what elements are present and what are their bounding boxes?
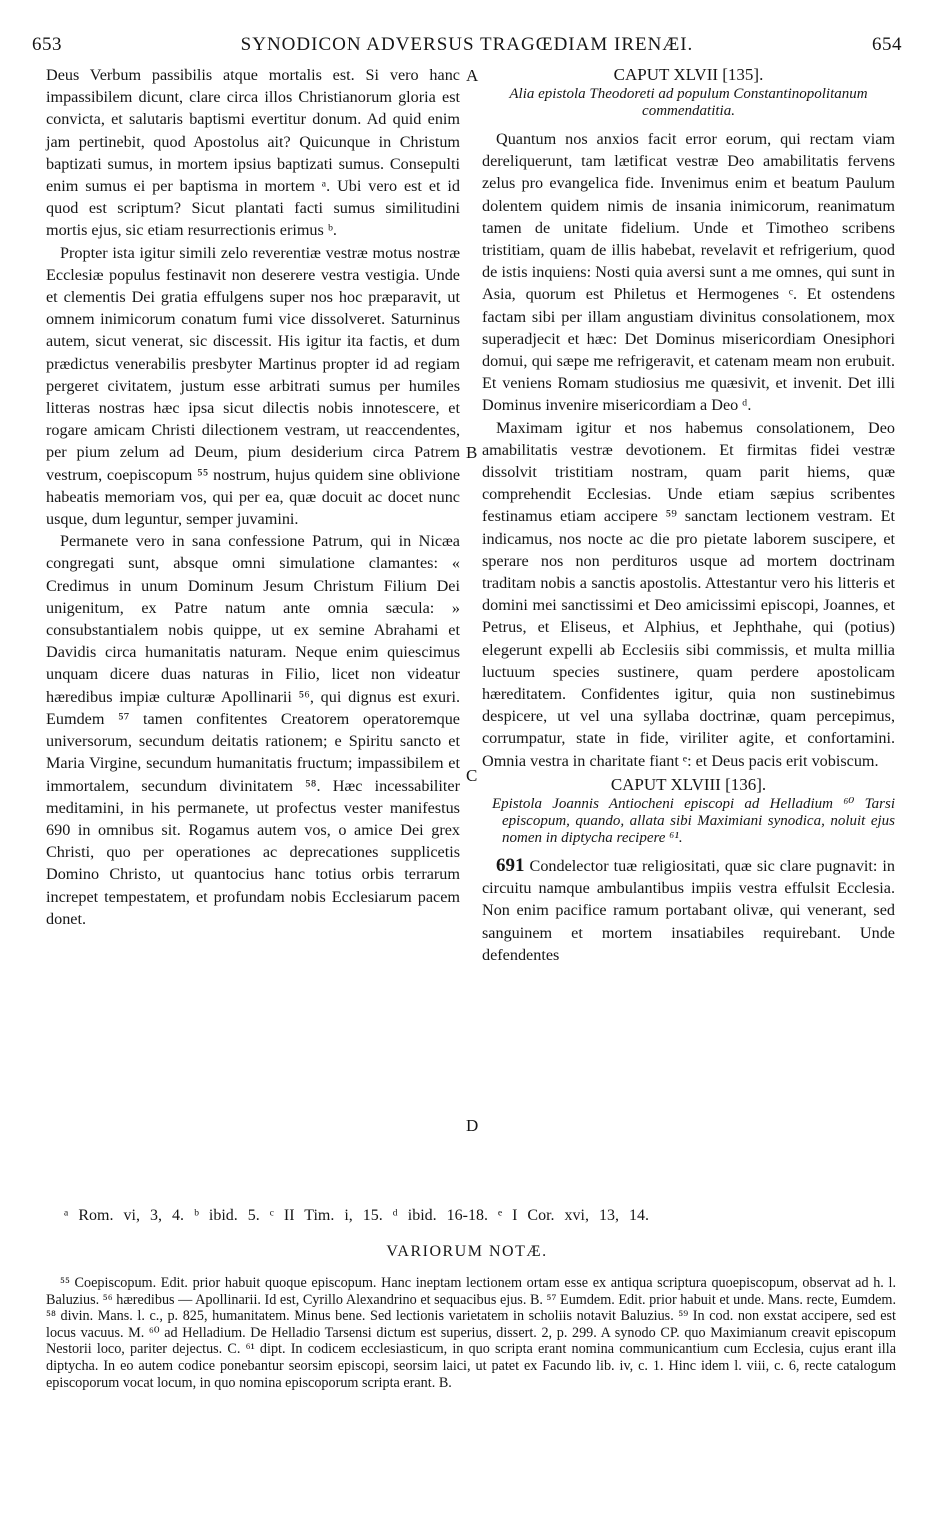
margin-letter-d: D: [466, 1116, 479, 1135]
chapter-subtitle: Epistola Joannis Antiocheni episcopi ad Helladium ⁶⁰ Tarsi episcopum, quando, allata sibi Maximiani synodica, noluit ejus nomen in diptycha recipere ⁶¹.: [492, 795, 895, 846]
variorum-notes: [46, 1275, 896, 1391]
scripture-footnotes: ᵃ Rom. vi, 3, 4. ᵇ ibid. 5. ᶜ II Tim. i, 15. ᵈ ibid. 16-18. ᵉ I Cor. xvi, 13, 14.: [64, 1207, 649, 1224]
paragraph: Deus Verbum passibilis atque mortalis est. Si vero hanc impassibilem dicunt, clare circa illos Christianorum gloria est convicta, et salutaris baptismi evertitur donum. Ad quid enim jam pertinebit, quod Apostolus ait? Quicunque in Christum baptizati sumus, in mortem ipsius baptizati sumus. Consepulti enim sumus ei per baptisma in mortem ᵃ. Ubi vero est et id quod est scriptum? Sicut plantati facti sumus similitudini mortis ejus, sic etiam resurrectionis erimus ᵇ.: [46, 66, 460, 240]
paragraph: Quantum nos anxios facit error eorum, qui rectam viam dereliquerunt, tam lætificat vestræ Deo amabilitatis fervens zelus pro evangelica fide. Invenimus enim et beatum Paulum dolentem quidem nimis de insania inimicorum, reanimatum tamen de unitate fidelium. Unde et Timotheo scribens tristitiam, quam de illis habebat, revelavit et refrigerium, quod de istis inquiens: Nosti quia aversi sunt a me omnes, qui sunt in Asia, quorum est Philetus et Hermogenes ᶜ. Et ostendens factam sibi per illam angustiam divinitus consolationem, mox superadjecit et hæc: Det Dominus misericordiam Onesiphori domui, qui sæpe me refrigeravit, et catenam meam non erubuit. Et veniens Romam studiosius me quæsivit, et invenit. Det illi Dominus invenire misericordiam a Deo ᵈ.: [482, 130, 895, 415]
margin-letter-c: C: [466, 766, 478, 785]
margin-letter-b: B: [466, 443, 478, 462]
chapter-heading: CAPUT XLVII [135].: [613, 65, 764, 84]
page-number-left: 653: [32, 34, 62, 55]
paragraph: Maximam igitur et nos habemus consolationem, Deo amabilitatis vestræ devotionem. Et firmitas fidei vestræ dissolvit tristitiam nostram, quam parit hiems, quæ comprehendit Ecclesias. Unde etiam sæpius scribentes festinamus etiam accipere ⁵⁹ sanctam lectionem vestram. Et indicamus, nos nocte ac die pro pietate laborem suscipere, et sperare nos non perdituros usque ad mortem doctrinam traditam nobis a sanctis apostolis. Attestantur vero his litteris et domini mei sanctissimi et Deo amicissimi episcopi, Joannes, et Petrus, et Eliseus, et Alphius, et Jephthahe, qui (potius) elegerunt expelli ab Ecclesiis sibi commissis, et multa millia luctuum species sustinere, quam perdere apostolicam hæreditatem. Confidentes igitur, quia non sustinebimus despicere, ut vel una syllaba doctrinæ, quam percepimus, corrumpatur, state in fide, viriliter agite, et confortamini. Omnia vestra in charitate fiant ᵉ: et Deus pacis erit vobiscum.: [482, 418, 895, 770]
chapter-heading: CAPUT XLVIII [136].: [610, 774, 767, 794]
paragraph: Permanete vero in sana confessione Patrum, qui in Nicæa congregati sunt, absque omni simulatione clamantes: « Credimus in unum Dominum Jesum Christum Filium Dei unigenitum, ex Patre natum ante omnia sæcula: » consubstantialem nobis quippe, ut ex semine Abrahami et Davidis circa humanitatis naturam. Neque enim quiescimus unquam dicere duas naturas in Filio, licet non videatur hæredibus impiæ culturæ Apollinarii ⁵⁶, qui dignus est exuri. Eumdem ⁵⁷ tamen confitentes Creatorem operatoremque universorum, secundum deitatis rationem; e Spiritu sancto et Maria Virgine, secundum humanitatis fructum; impassibilem et immortalem, secundum divinitatem ⁵⁸. Hæc incessabiliter meditamini, in his permanete, ut profectus vester manifestus 690 in omnibus sit. Rogamus autem vos, o amice Dei grex Christi, quo per operationes ac deprecationes supplicetis Domino Christo, ut quantocius hanc totius orbis terrarum increpet tempestatem, et profundam nobis Ecclesiarum pacem donet.: [46, 532, 460, 928]
chapter-subtitle: Alia epistola Theodoreti ad populum Constantinopolitanum commendatitia.: [509, 86, 868, 119]
paragraph: Condelector tuæ religiositati, quæ sic clare pugnavit: in circuitu namque ambulantibus impiis vestra effulsit Ecclesia. Non enim pacifice ramum portabant olivæ, qui venerant, sed sanguinem et mortem insatiabiles requirebant. Unde defendentes: [482, 856, 896, 964]
left-column: [46, 64, 460, 930]
paragraph: Propter ista igitur simili zelo reverentiæ vestræ motus nostræ Ecclesiæ populus festinavit non deserere vestra vestigia. Unde et clementis Dei gratia effulgens super nos hoc præparavit, ut omnem inimicorum conatum fumi vice dissolveret. Saturninus autem, sicut venerat, sic discessit. His igitur ita factis, et dum prædictus venerabilis presbyter Martinus propter id ad regiam pergeret civitatem, justum esse arbitrati sumus per humiles litteras nostras hæc ipsa sicut dilectis nobis innotescere, et rogare amicam Christi dilectionem vestram, ut reaccendentes, per pium zelum ad Deum, pium desiderium circa Patrem vestrum, coepiscopum ⁵⁵ nostrum, hujus quidem sine oblivione habeatis memoriam vos, qui per ea, quæ docuit ac docet nunc usque, dum leguntur, semper juvamini.: [46, 243, 460, 529]
notes-title: VARIORUM NOTÆ.: [386, 1243, 548, 1260]
column-marker: 691: [496, 854, 525, 876]
running-title: SYNODICON ADVERSUS TRAGŒDIAM IRENÆI.: [240, 34, 694, 55]
page-header: [32, 34, 902, 58]
right-column: [482, 64, 895, 966]
notes-text: ⁵⁵ Coepiscopum. Edit. prior habuit quoque episcopum. Hanc ineptam lectionem ortam esse ex antiqua scriptura quoepiscopum, observat ad h. l. Baluzius. ⁵⁶ hæredibus — Apollinarii. Id est, Cyrillo Alexandrino et sequacibus ejus. B. ⁵⁷ Eumdem. Edit. prior habuit et unde. Mans. recte, Eumdem. ⁵⁸ divin. Mans. l. c., p. 825, humanitatem. Minus bene. Sed lectionis varietatem in scholiis notavit Baluzius. ⁵⁹ In cod. non exstat accipere, sed est locus vacuus. M. ⁶⁰ ad Helladium. De Helladio Tarsensi dictum est superius, dissert. 2, p. 299. A synodo CP. quo Maximianum creavit episcopum Nestorii loco, pariter dejectus. C. ⁶¹ dipt. In codicem ecclesiasticum, in quo scripta erant nomina communicantium cum Ecclesia, cujus erant illa diptycha. In eo autem codice ponebantur seorsim episcopi, seorsim laici, ut patet ex Facundo lib. iv, c. 1. Hinc idem l. viii, c. 6, recte catalogum episcoporum vocat locum, in quo nomina episcoporum scripta erant. B.: [46, 1275, 896, 1391]
margin-letter-a: A: [466, 66, 479, 85]
page-number-right: 654: [872, 34, 902, 55]
